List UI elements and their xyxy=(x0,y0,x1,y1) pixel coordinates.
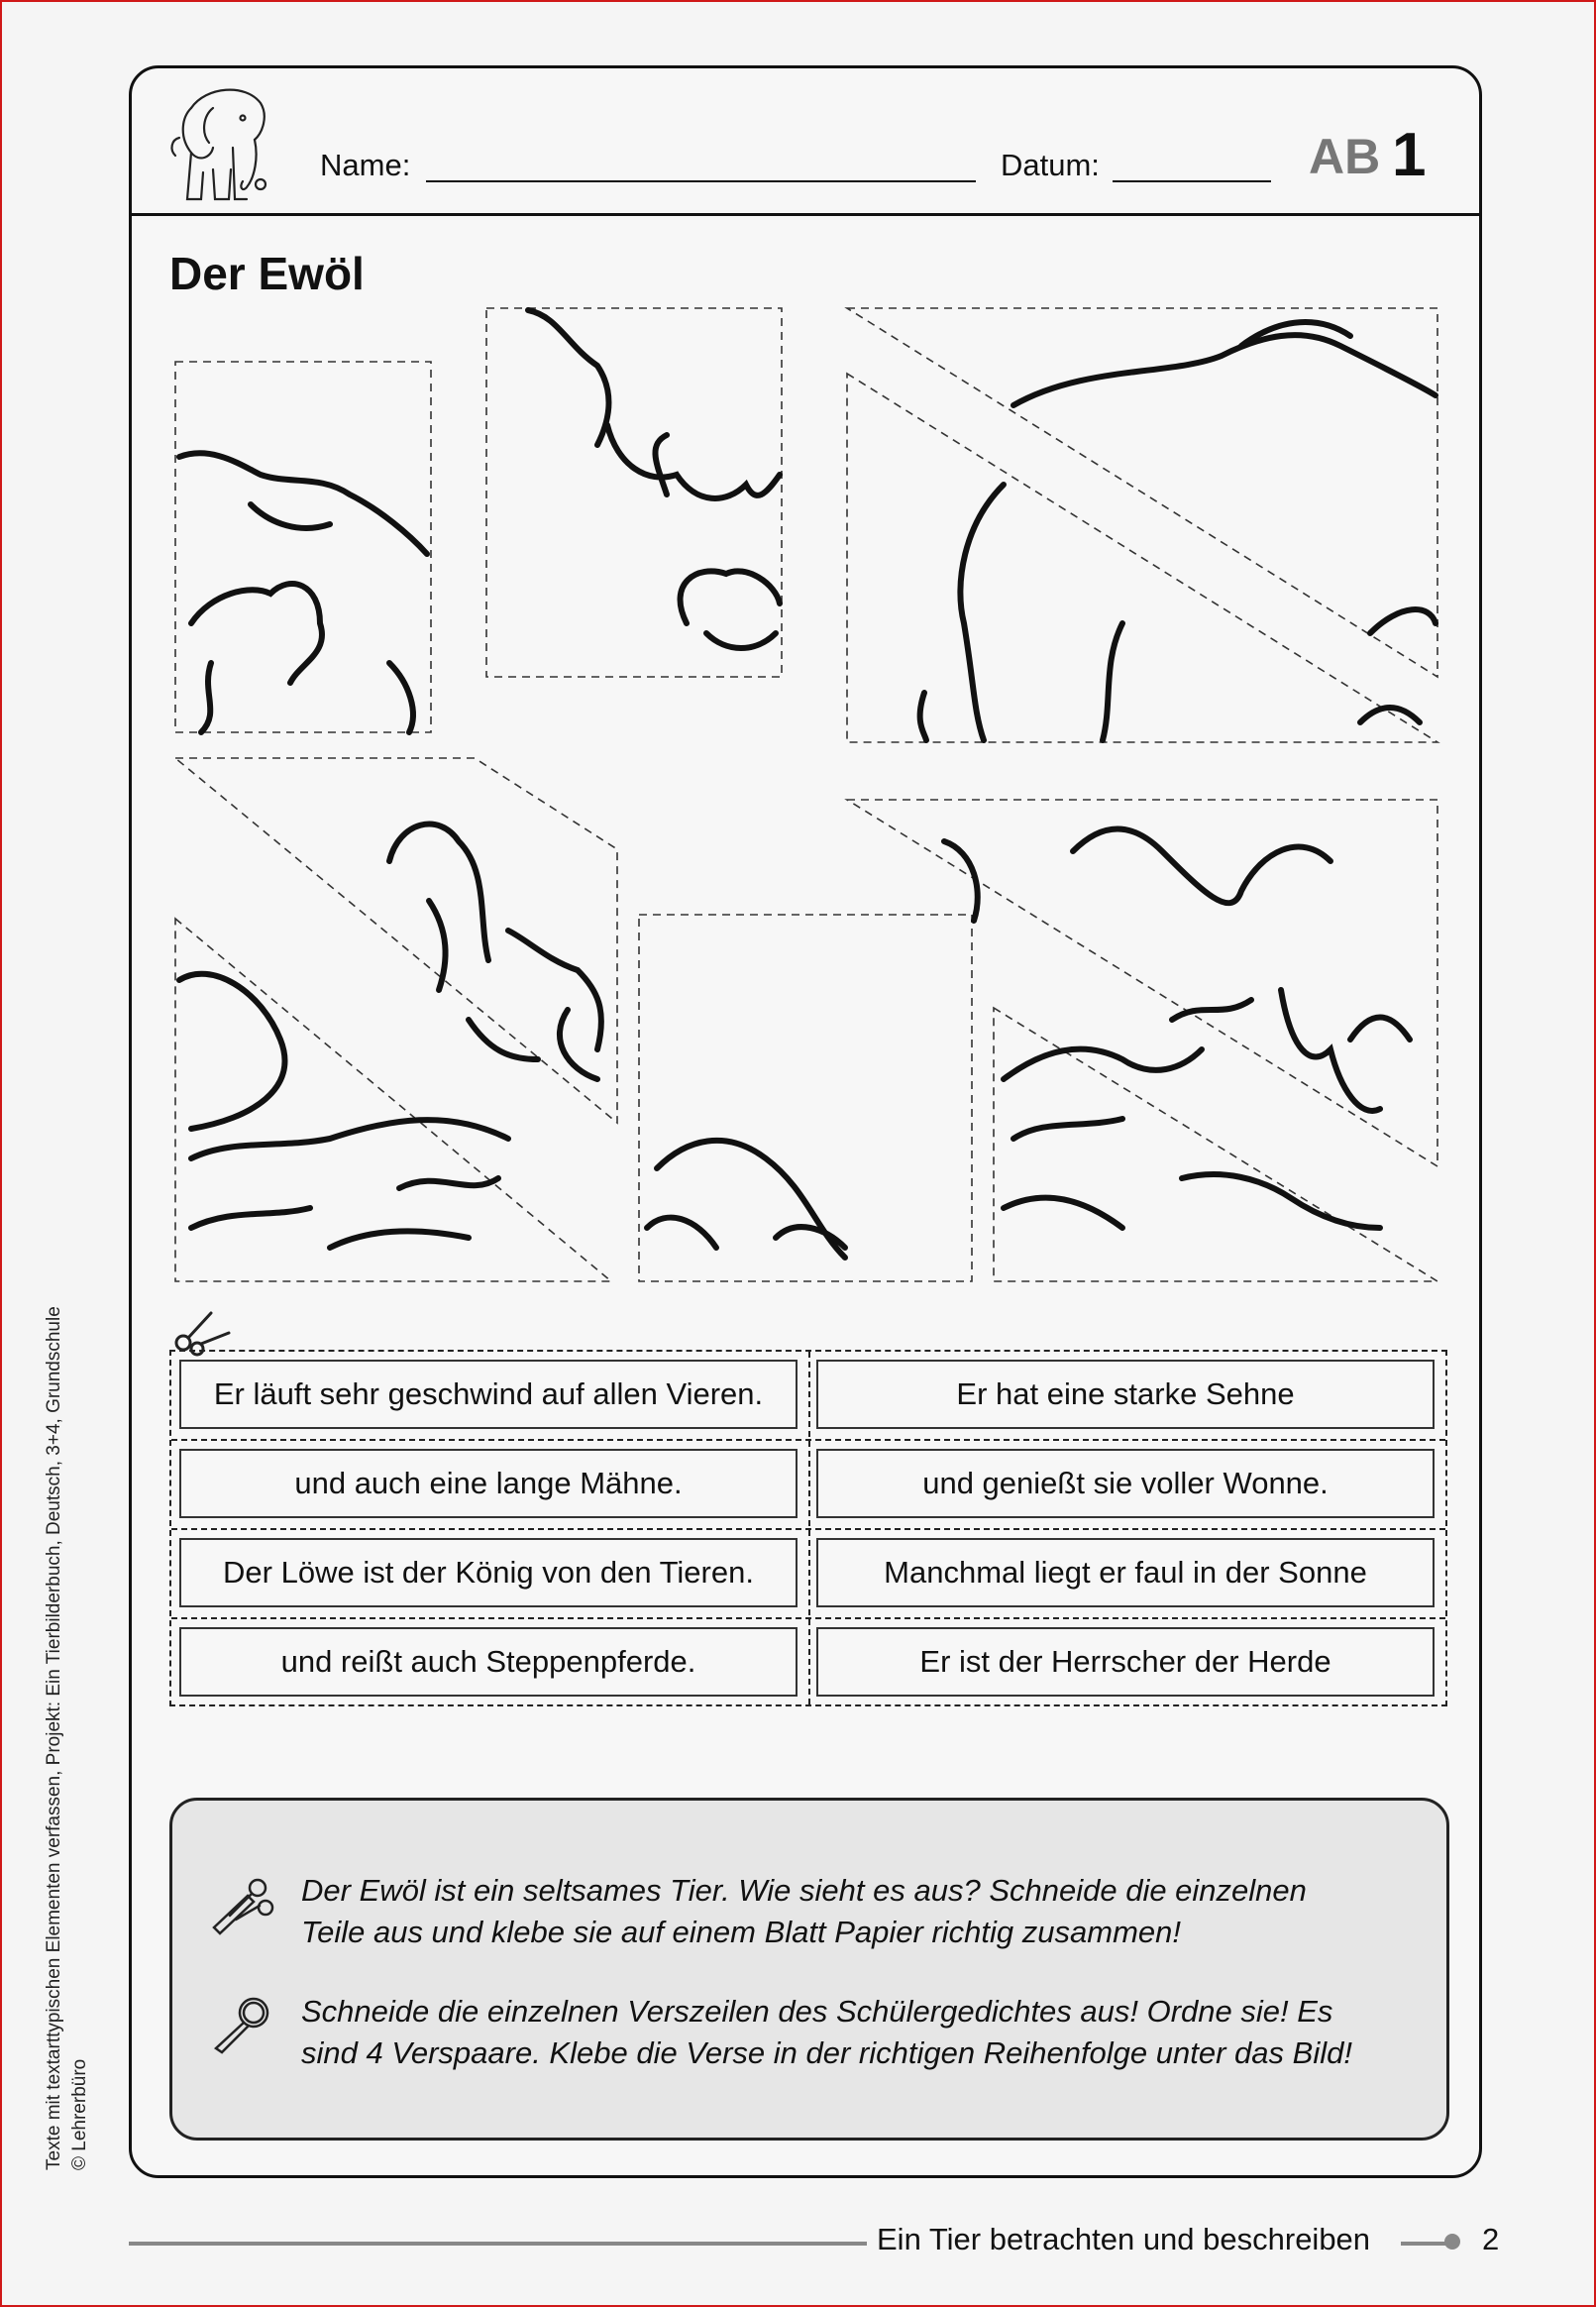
footer-title: Ein Tier betrachten und beschreiben xyxy=(877,2222,1371,2256)
task-2-text xyxy=(301,1991,1421,2074)
date-label: Datum: xyxy=(1001,148,1100,182)
name-label: Name: xyxy=(320,148,411,182)
worksheet-code: AB xyxy=(1309,129,1381,184)
task-2-line-1: Schneide die einzelnen Verszeilen des Schülergedichtes aus! Ordne sie! Es xyxy=(301,1994,1333,2029)
task-1-text xyxy=(301,1870,1421,1953)
verse-strip: Er ist der Herrscher der Herde xyxy=(816,1627,1435,1697)
magnifier-icon xyxy=(208,1991,277,2060)
puzzle-piece-1 xyxy=(175,362,431,732)
verse-strips xyxy=(169,1350,1447,1706)
verse-cut-line xyxy=(171,1528,1445,1530)
verse-strip: und reißt auch Steppenpferde. xyxy=(179,1627,798,1697)
worksheet-card xyxy=(129,65,1482,2178)
puzzle-piece-8 xyxy=(847,800,1437,1166)
verse-strip: Er hat eine starke Sehne xyxy=(816,1360,1435,1429)
credit-line-1: Texte mit textarttypischen Elementen verfassen, Projekt: Ein Tierbilderbuch, Deutsch, 3+4, Grundschule xyxy=(44,1306,64,2170)
verse-cut-line xyxy=(171,1617,1445,1619)
task-1-line-1: Der Ewöl ist ein seltsames Tier. Wie sieht es aus? Schneide die einzelnen xyxy=(301,1873,1307,1908)
credit-line-2: © Lehrerbüro xyxy=(69,2058,90,2170)
verse-strip: und genießt sie voller Wonne. xyxy=(816,1449,1435,1518)
verse-strip: Der Löwe ist der König von den Tieren. xyxy=(179,1538,798,1607)
verse-cut-line xyxy=(171,1439,1445,1441)
puzzle-piece-5 xyxy=(175,758,617,1123)
verse-strip: und auch eine lange Mähne. xyxy=(179,1449,798,1518)
verse-strip: Manchmal liegt er faul in der Sonne xyxy=(816,1538,1435,1607)
side-credit xyxy=(42,1306,93,2170)
task-instructions xyxy=(169,1798,1449,2141)
page-title: Der Ewöl xyxy=(169,248,365,299)
task-2-line-2: sind 4 Verspaare. Klebe die Verse in der richtigen Reihenfolge unter das Bild! xyxy=(301,2035,1352,2070)
worksheet-number: 1 xyxy=(1392,121,1427,189)
page-number: 2 xyxy=(1482,2222,1500,2256)
verse-strip: Er läuft sehr geschwind auf allen Vieren. xyxy=(179,1360,798,1429)
footer-dot xyxy=(1444,2234,1460,2250)
task-1-line-2: Teile aus und klebe sie auf einem Blatt Papier richtig zusammen! xyxy=(301,1915,1181,1949)
footer-rule-right xyxy=(1401,2242,1450,2246)
puzzle-piece-4 xyxy=(847,374,1437,742)
puzzle-piece-6 xyxy=(175,919,611,1281)
puzzle-pieces-image xyxy=(132,68,1479,1347)
puzzle-piece-3 xyxy=(847,308,1437,677)
footer-rule xyxy=(129,2242,867,2246)
scissors-glue-icon xyxy=(208,1870,277,1939)
